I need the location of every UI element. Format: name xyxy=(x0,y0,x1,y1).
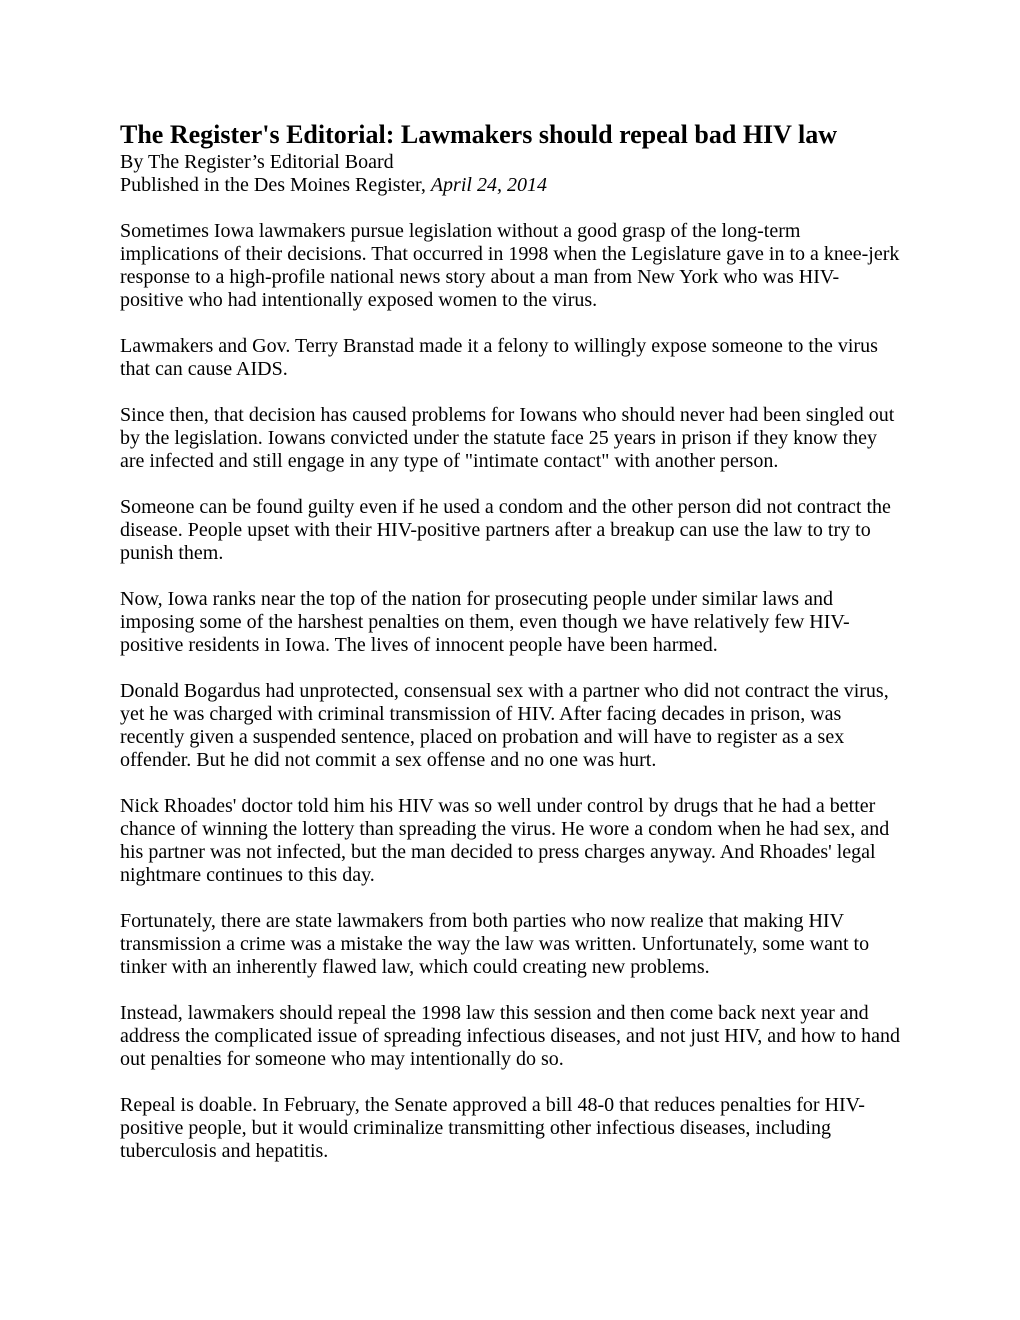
body-paragraph: Now, Iowa ranks near the top of the nation for prosecuting people under similar laws and imposing some of the harshest penalties on them, even though we have relatively few HIV-positive residents in Iowa. The lives of innocent people have been harmed. xyxy=(120,588,850,656)
article-title: The Register's Editorial: Lawmakers should repeal bad HIV law xyxy=(120,120,837,149)
body-paragraph: Sometimes Iowa lawmakers pursue legislation without a good grasp of the long-term implications of their decisions. That occurred in 1998 when the Legislature gave in to a knee-jerk response to a high-profile national news story about a man from New York who was HIV-positive who had intentionally exposed women to the virus. xyxy=(120,220,900,311)
published-date: April 24, 2014 xyxy=(430,174,547,196)
body-paragraph: Since then, that decision has caused problems for Iowans who should never had been singled out by the legislation. Iowans convicted under the statute face 25 years in prison if they know they are infected and still engage in any type of "intimate contact" with another person. xyxy=(120,404,895,472)
body-paragraph: Fortunately, there are state lawmakers from both parties who now realize that making HIV transmission a crime was a mistake the way the law was written. Unfortunately, some want to tinker with an inherently flawed law, which could creating new problems. xyxy=(120,910,870,978)
body-paragraph: Instead, lawmakers should repeal the 1998 law this session and then come back next year and address the complicated issue of spreading infectious diseases, and not just HIV, and how to hand out penalties for someone who may intentionally do so. xyxy=(120,1002,901,1070)
body-paragraph: Someone can be found guilty even if he used a condom and the other person did not contract the disease. People upset with their HIV-positive partners after a breakup can use the law to try to punish them. xyxy=(120,496,891,564)
body-paragraph: Lawmakers and Gov. Terry Branstad made it a felony to willingly expose someone to the virus that can cause AIDS. xyxy=(120,335,878,380)
body-paragraph: Nick Rhoades' doctor told him his HIV was so well under control by drugs that he had a better chance of winning the lottery than spreading the virus. He wore a condom when he had sex, and his partner was not infected, but the man decided to press charges anyway. And Rhoades' legal nightmare continues to this day. xyxy=(120,795,890,886)
published-prefix: Published in the Des Moines Register, xyxy=(120,174,431,196)
article-byline: By The Register’s Editorial Board xyxy=(120,151,394,173)
body-paragraph: Repeal is doable. In February, the Senate approved a bill 48-0 that reduces penalties for HIV-positive people, but it would criminalize transmitting other infectious diseases, including tuberculosis and hepatitis. xyxy=(120,1094,865,1162)
body-paragraph: Donald Bogardus had unprotected, consensual sex with a partner who did not contract the virus, yet he was charged with criminal transmission of HIV. After facing decades in prison, was recently given a suspended sentence, placed on probation and will have to register as a sex offender. But he did not commit a sex offense and no one was hurt. xyxy=(120,680,889,771)
article-published-line xyxy=(120,174,902,197)
